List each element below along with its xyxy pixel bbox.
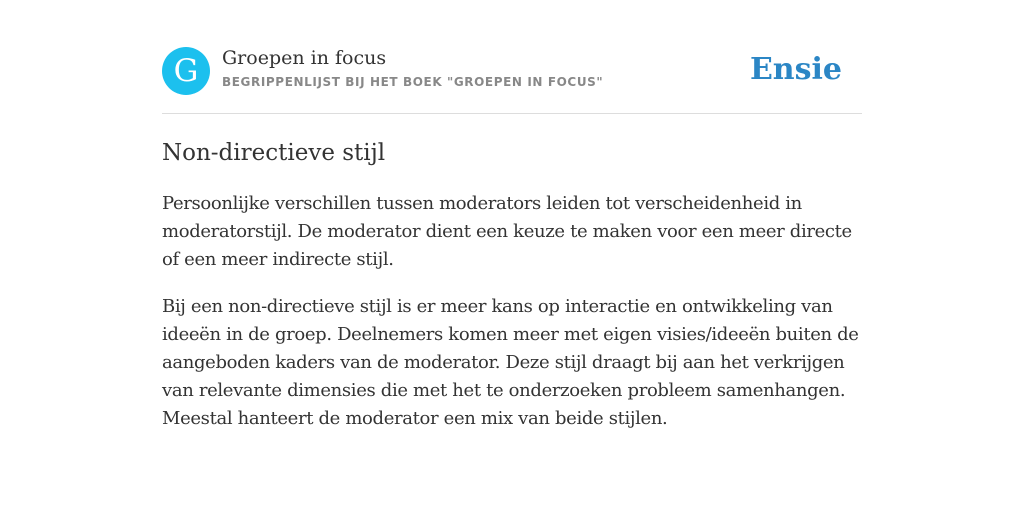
entry-paragraph-1: Persoonlijke verschillen tussen moderators leiden tot verscheidenheid in moderatorstijl. De moderator dient een keuze te maken voor een meer directe of een meer indirecte stijl. bbox=[162, 193, 852, 270]
header bbox=[162, 46, 862, 96]
entry-title: Non-directieve stijl bbox=[162, 140, 386, 166]
entry-paragraph-2: Bij een non-directieve stijl is er meer kans op interactie en ontwikkeling van ideeën in de groep. Deelnemers komen meer met eigen visies/ideeën buiten de aangeboden kaders van de moderator. Deze stijl draagt bij aan het verkrijgen van relevante dimensies die met het te onderzoeken probleem samenhangen. Meestal hanteert de moderator een mix van beide stijlen. bbox=[162, 296, 859, 429]
site-subtitle: BEGRIPPENLIJST BIJ HET BOEK "GROEPEN IN FOCUS" bbox=[222, 75, 604, 89]
brand-logo[interactable]: Ensie bbox=[749, 52, 842, 87]
header-divider bbox=[162, 113, 862, 114]
category-avatar[interactable]: G bbox=[162, 47, 210, 95]
site-title[interactable]: Groepen in focus bbox=[222, 47, 387, 69]
